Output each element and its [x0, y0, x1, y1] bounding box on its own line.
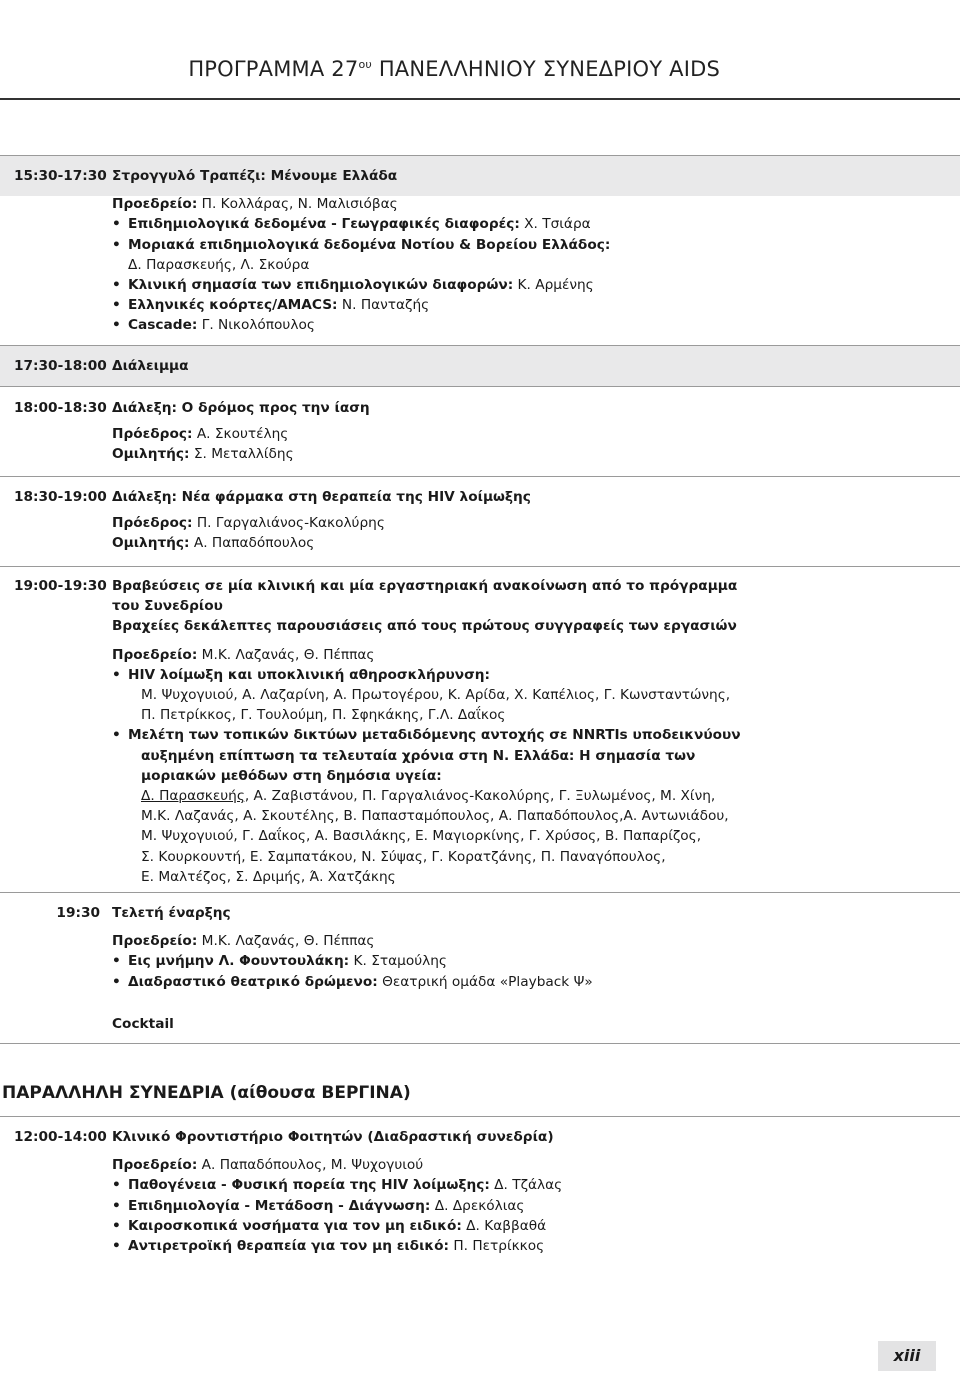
talk-speaker: Κ. Αρμένης [513, 277, 594, 294]
awards-title-line: Βραβεύσεις σε μία κλινική και μία εργαστηριακή ανακοίνωση από το πρόγραμμα [112, 578, 738, 594]
awards-title-line: Βραχείες δεκάλεπτες παρουσιάσεις από τους πρώτους συγγραφείς των εργασιών [112, 618, 737, 635]
list-item [112, 315, 712, 335]
bullet-icon: • [112, 1177, 121, 1194]
speaker-line [112, 533, 712, 553]
bullet-icon: • [112, 317, 121, 334]
list-item [112, 725, 952, 745]
topic-speaker: Π. Πετρίκκος [449, 1238, 545, 1255]
presentation-authors: Μ. Ψυχογυιού, Γ. Δαΐκος, Α. Βασιλάκης, Ε. Μαγιορκίνης, Γ. Χρύσος, Β. Παπαρίζος, [141, 828, 702, 845]
opening-content [112, 903, 712, 1034]
topic-title: Επιδημιολογία - Μετάδοση - Διάγνωση: [128, 1197, 431, 1214]
chairs-names: Π. Κολλάρας, Ν. Μαλισιόβας [197, 196, 398, 213]
cocktail-label: Cocktail [112, 1015, 174, 1032]
page-number: xiii [878, 1341, 936, 1371]
speaker-label: Ομιλητής: [112, 535, 190, 552]
list-item [112, 1236, 712, 1256]
event-list [112, 951, 712, 991]
list-item [112, 1216, 712, 1236]
chairs-names: Μ.Κ. Λαζανάς, Θ. Πέππας [197, 933, 375, 950]
bullet-icon: • [112, 1197, 121, 1214]
topic-title: Καιροσκοπικά νοσήματα για τον μη ειδικό: [128, 1217, 462, 1234]
header-ordinal-suffix: ου [358, 58, 372, 71]
list-item [112, 951, 712, 971]
speaker-name: Α. Παπαδόπουλος [189, 535, 315, 552]
bullet-icon: • [112, 277, 121, 294]
lecture-content [112, 398, 712, 465]
list-item [112, 1175, 712, 1195]
chairs-label: Προεδρείο: [112, 196, 198, 213]
presentation-title-continuation: μοριακών μεθόδων στη δημόσια υγεία: [141, 767, 442, 784]
awards-title-line: του Συνεδρίου [112, 598, 223, 615]
talk-speaker: Γ. Νικολόπουλος [197, 317, 315, 334]
list-item [112, 665, 952, 685]
talk-title: Ελληνικές κοόρτες/AMACS: [128, 297, 338, 314]
parallel-session-heading: ΠΑΡΑΛΛΗΛΗ ΣΥΝΕΔΡΙΑ (αίθουσα ΒΕΡΓΙΝΑ) [2, 1083, 411, 1103]
list-item [112, 295, 712, 315]
presentation-authors: Μ.Κ. Λαζανάς, Α. Σκουτέλης, Β. Παπασταμόπουλος, Α. Παπαδόπουλος,Α. Αντωνιάδου, [141, 808, 729, 825]
chair-name: Π. Γαργαλιάνος-Κακολύρης [192, 515, 385, 532]
header-title-part2: ΠΑΝΕΛΛΗΝΙΟΥ ΣΥΝΕΔΡΙΟΥ AIDS [371, 57, 720, 81]
presentation-authors [112, 786, 952, 806]
parallel-title: Κλινικό Φροντιστήριο Φοιτητών (Διαδραστική συνεδρία) [112, 1129, 554, 1145]
talk-title: Cascade: [128, 317, 198, 334]
bullet-icon: • [112, 1217, 121, 1234]
presentation-authors: Μ. Ψυχογυιού, Α. Λαζαρίνη, Α. Πρωτογέρου, Κ. Αρίδα, Χ. Καπέλιος, Γ. Κωνσταντώνης, [141, 687, 731, 704]
bullet-icon: • [112, 1238, 121, 1255]
lecture-time: 18:00-18:30 [14, 400, 107, 416]
parallel-time: 12:00-14:00 [14, 1129, 107, 1145]
topic-speaker: Δ. Τζάλας [489, 1177, 563, 1194]
session-content [112, 166, 712, 336]
presentation-authors: Ε. Μαλτέζος, Σ. Δριμής, Ά. Χατζάκης [141, 868, 396, 885]
lecture-content [112, 487, 712, 554]
section-divider [0, 476, 960, 477]
co-authors: , Α. Ζαβιστάνου, Π. Γαργαλιάνος-Κακολύρης, Γ. Ξυλωμένος, Μ. Χίνη, [244, 788, 716, 805]
chairs-line [112, 194, 712, 214]
talk-speaker: Χ. Τσιάρα [519, 216, 591, 233]
talk-speakers: Δ. Παρασκευής, Λ. Σκούρα [128, 256, 310, 273]
awards-time: 19:00-19:30 [14, 578, 107, 594]
presenting-author: Δ. Παρασκευής [141, 788, 245, 805]
chairs-label: Προεδρείο: [112, 646, 198, 663]
talk-title: Κλινική σημασία των επιδημιολογικών διαφορών: [128, 277, 514, 294]
event-speaker: Κ. Σταμούλης [349, 953, 447, 970]
lecture-title: Διάλεξη: Νέα φάρμακα στη θεραπεία της HIV λοίμωξης [112, 489, 531, 505]
break-title: Διάλειμμα [112, 358, 189, 374]
event-title: Εις μνήμην Λ. Φουντουλάκη: [128, 953, 350, 970]
chairs-names: Α. Παπαδόπουλος, Μ. Ψυχογυιού [197, 1157, 424, 1174]
list-item [112, 275, 712, 295]
awards-content [112, 576, 952, 887]
topic-title: Αντιρετροϊκή θεραπεία για τον μη ειδικό: [128, 1238, 450, 1255]
list-item [112, 235, 712, 255]
opening-title: Τελετή έναρξης [112, 905, 231, 921]
section-divider [0, 892, 960, 893]
presentation-list [112, 665, 952, 685]
talk-list [112, 214, 712, 335]
list-item [112, 214, 712, 234]
talk-title: Επιδημιολογικά δεδομένα - Γεωγραφικές διαφορές: [128, 216, 520, 233]
section-divider [0, 1116, 960, 1117]
opening-time: 19:30 [56, 905, 100, 921]
chairs-line [112, 1155, 712, 1175]
parallel-content [112, 1127, 712, 1256]
chair-line [112, 424, 712, 444]
talk-speaker: Ν. Πανταζής [337, 297, 430, 314]
section-divider [0, 1043, 960, 1044]
session-title: Στρογγυλό Τραπέζι: Μένουμε Ελλάδα [112, 168, 398, 184]
chair-name: Α. Σκουτέλης [192, 426, 289, 443]
talk-title: Μοριακά επιδημιολογικά δεδομένα Νοτίου & Βορείου Ελλάδος: [128, 236, 611, 253]
lecture-time: 18:30-19:00 [14, 489, 107, 505]
break-content [112, 356, 712, 376]
header-title-part1: ΠΡΟΓΡΑΜΜΑ 27 [188, 57, 359, 81]
presentation-title: Μελέτη των τοπικών δικτύων μεταδιδόμενης αντοχής σε NNRTIs υποδεικνύουν [128, 727, 741, 744]
list-item-continuation [112, 255, 712, 275]
bullet-icon: • [112, 236, 121, 253]
chair-label: Πρόεδρος: [112, 515, 193, 532]
chair-line [112, 513, 712, 533]
chair-label: Πρόεδρος: [112, 426, 193, 443]
bullet-icon: • [112, 297, 121, 314]
list-item [112, 1196, 712, 1216]
presentation-authors: Σ. Κουρκουντή, Ε. Σαμπατάκου, Ν. Σύψας, Γ. Κορατζάνης, Π. Παναγόπουλος, [141, 848, 666, 865]
chairs-label: Προεδρείο: [112, 1157, 198, 1174]
chairs-line [112, 645, 952, 665]
section-divider [0, 386, 960, 387]
page-header-title [188, 57, 720, 81]
topic-speaker: Δ. Καββαθά [461, 1217, 547, 1234]
speaker-line [112, 444, 712, 464]
presentation-list [112, 725, 952, 745]
chairs-line [112, 931, 712, 951]
chairs-names: Μ.Κ. Λαζανάς, Θ. Πέππας [197, 646, 375, 663]
session-time: 15:30-17:30 [14, 168, 107, 184]
bullet-icon: • [112, 973, 121, 990]
presentation-title: HIV λοίμωξη και υποκλινική αθηροσκλήρυνση: [128, 666, 490, 683]
presentation-authors: Π. Πετρίκκος, Γ. Τουλούμη, Π. Σφηκάκης, Γ.Λ. Δαΐκος [141, 707, 506, 724]
bullet-icon: • [112, 216, 121, 233]
bullet-icon: • [112, 727, 121, 744]
speaker-label: Ομιλητής: [112, 446, 190, 463]
break-time: 17:30-18:00 [14, 358, 107, 374]
section-divider [0, 566, 960, 567]
chairs-label: Προεδρείο: [112, 933, 198, 950]
header-rule [0, 98, 960, 100]
event-speaker: Θεατρική ομάδα «Playback Ψ» [377, 973, 593, 990]
list-item [112, 972, 712, 992]
topic-list [112, 1175, 712, 1256]
topic-speaker: Δ. Δρεκόλιας [430, 1197, 525, 1214]
bullet-icon: • [112, 666, 121, 683]
event-title: Διαδραστικό θεατρικό δρώμενο: [128, 973, 378, 990]
speaker-name: Σ. Μεταλλίδης [189, 446, 294, 463]
presentation-title-continuation: αυξημένη επίπτωση τα τελευταία χρόνια στη Ν. Ελλάδα: Η σημασία των [141, 747, 696, 764]
topic-title: Παθογένεια - Φυσική πορεία της HIV λοίμωξης: [128, 1177, 490, 1194]
bullet-icon: • [112, 953, 121, 970]
lecture-title: Διάλεξη: Ο δρόμος προς την ίαση [112, 400, 370, 416]
